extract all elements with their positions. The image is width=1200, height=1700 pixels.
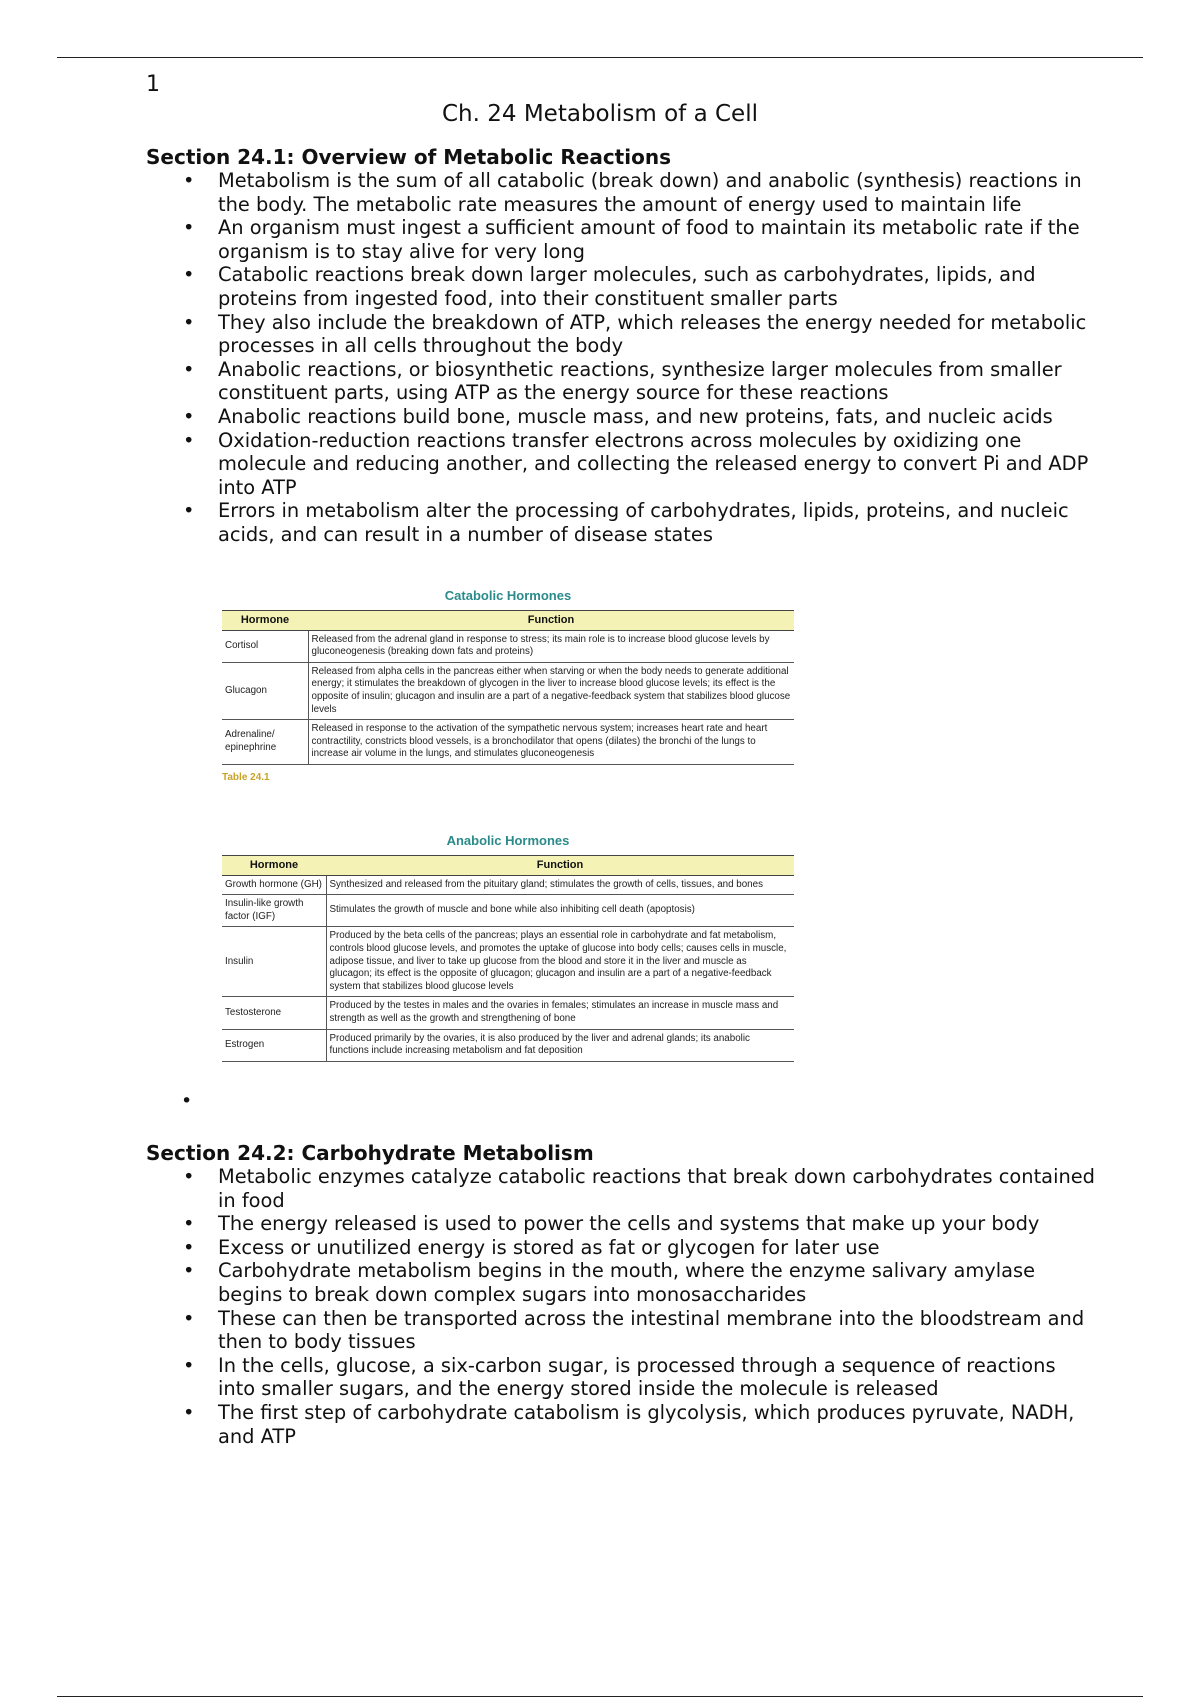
section-heading-24-2: Section 24.2: Carbohydrate Metabolism <box>146 1141 594 1165</box>
bullet-item: • Anabolic reactions build bone, muscle mass, and new proteins, fats, and nucleic acids <box>218 405 1098 429</box>
top-rule <box>57 57 1143 58</box>
anabolic-hormones-table-block <box>222 833 794 1062</box>
hormone-cell: Cortisol <box>222 630 308 662</box>
hormone-cell: Insulin-like growth factor (IGF) <box>222 895 326 927</box>
bullet-item: • Errors in metabolism alter the processing of carbohydrates, lipids, proteins, and nucleic acids, and can result in a number of disease states <box>218 499 1098 546</box>
column-header-hormone: Hormone <box>222 611 308 631</box>
hormone-cell: Insulin <box>222 927 326 997</box>
catabolic-hormones-table-block <box>222 588 794 783</box>
hormone-cell: Glucagon <box>222 662 308 719</box>
bullet-item: • Metabolic enzymes catalyze catabolic reactions that break down carbohydrates contained in food <box>218 1165 1098 1212</box>
function-cell: Stimulates the growth of muscle and bone while also inhibiting cell death (apoptosis) <box>326 895 794 927</box>
table-row <box>222 875 794 895</box>
column-header-function: Function <box>326 856 794 876</box>
bullet-item: • In the cells, glucose, a six-carbon sugar, is processed through a sequence of reactions into smaller sugars, and the energy stored inside the molecule is released <box>218 1354 1098 1401</box>
anabolic-table-caption: Anabolic Hormones <box>446 833 570 848</box>
table-row <box>222 720 794 765</box>
table-row <box>222 1029 794 1061</box>
table-row <box>222 630 794 662</box>
function-cell: Produced primarily by the ovaries, it is also produced by the liver and adrenal glands; its anabolic functions include increasing metabolism and fat deposition <box>326 1029 794 1061</box>
anabolic-hormones-table <box>222 855 794 1062</box>
bullet-item: • These can then be transported across the intestinal membrane into the bloodstream and then to body tissues <box>218 1307 1098 1354</box>
bullet-item: • The energy released is used to power the cells and systems that make up your body <box>218 1212 1098 1236</box>
catabolic-hormones-table <box>222 610 794 765</box>
function-cell: Produced by the testes in males and the ovaries in females; stimulates an increase in muscle mass and strength as well as the growth and strengthening of bone <box>326 997 794 1029</box>
table-row <box>222 927 794 997</box>
catabolic-table-caption: Catabolic Hormones <box>444 588 572 603</box>
bullet-item: • Anabolic reactions, or biosynthetic reactions, synthesize larger molecules from smaller constituent parts, using ATP as the energy source for these reactions <box>218 358 1098 405</box>
document-title: Ch. 24 Metabolism of a Cell <box>442 101 758 127</box>
table-row <box>222 895 794 927</box>
hormone-cell: Adrenaline/ epinephrine <box>222 720 308 765</box>
column-header-function: Function <box>308 611 794 631</box>
table-row <box>222 662 794 719</box>
table-label: Table 24.1 <box>222 771 270 783</box>
function-cell: Released from the adrenal gland in response to stress; its main role is to increase blood glucose levels by gluconeogenesis (breaking down fats and proteins) <box>308 630 794 662</box>
bullet-item: • Catabolic reactions break down larger molecules, such as carbohydrates, lipids, and proteins from ingested food, into their constituent smaller parts <box>218 263 1098 310</box>
column-header-hormone: Hormone <box>222 856 326 876</box>
hormone-cell: Testosterone <box>222 997 326 1029</box>
bullet-item: • Excess or unutilized energy is stored as fat or glycogen for later use <box>218 1236 1098 1260</box>
bullet-item: • Metabolism is the sum of all catabolic (break down) and anabolic (synthesis) reactions in the body. The metabolic rate measures the amount of energy used to maintain life <box>218 169 1098 216</box>
function-cell: Produced by the beta cells of the pancreas; plays an essential role in carbohydrate and fat metabolism, controls blood glucose levels, and promotes the uptake of glucose into body cells; causes cells in muscle, adipose tissue, and liver to take up glucose from the blood and store it in the liver and muscle as glucagon; its effect is the opposite of glucagon; glucagon and insulin are a part of a negative-feedback system that stabilizes blood glucose levels <box>326 927 794 997</box>
bullet-item: • An organism must ingest a sufficient amount of food to maintain its metabolic rate if the organism is to stay alive for very long <box>218 216 1098 263</box>
table-header-row <box>222 856 794 876</box>
section-heading-24-1: Section 24.1: Overview of Metabolic Reactions <box>146 145 671 169</box>
bullet-item: • Oxidation-reduction reactions transfer electrons across molecules by oxidizing one molecule and reducing another, and collecting the released energy to convert Pi and ADP into ATP <box>218 429 1098 500</box>
empty-bullet: • <box>181 1090 193 1112</box>
section-24-1-bullets <box>218 169 1098 547</box>
function-cell: Synthesized and released from the pituitary gland; stimulates the growth of cells, tissues, and bones <box>326 875 794 895</box>
function-cell: Released from alpha cells in the pancreas either when starving or when the body needs to generate additional energy; it stimulates the breakdown of glycogen in the liver to increase blood glucose levels; its effect is the opposite of insulin; glucagon and insulin are a part of a negative-feedback system that stabilizes blood glucose levels <box>308 662 794 719</box>
bullet-item: • They also include the breakdown of ATP, which releases the energy needed for metabolic processes in all cells throughout the body <box>218 311 1098 358</box>
bullet-item: • Carbohydrate metabolism begins in the mouth, where the enzyme salivary amylase begins to break down complex sugars into monosaccharides <box>218 1259 1098 1306</box>
page-number: 1 <box>146 72 160 97</box>
section-24-2-bullets <box>218 1165 1098 1448</box>
table-row <box>222 997 794 1029</box>
hormone-cell: Growth hormone (GH) <box>222 875 326 895</box>
bullet-item: • The first step of carbohydrate catabolism is glycolysis, which produces pyruvate, NADH, and ATP <box>218 1401 1098 1448</box>
bottom-rule <box>57 1696 1143 1697</box>
function-cell: Released in response to the activation of the sympathetic nervous system; increases heart rate and heart contractility, constricts blood vessels, is a bronchodilator that opens (dilates) the bronchi of the lungs to increase air volume in the lungs, and stimulates gluconeogenesis <box>308 720 794 765</box>
table-header-row <box>222 611 794 631</box>
hormone-cell: Estrogen <box>222 1029 326 1061</box>
